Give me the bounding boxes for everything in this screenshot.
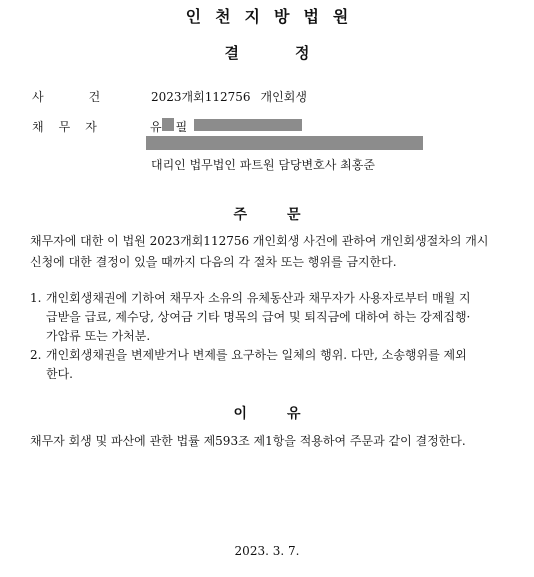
order-item-2-number: 2. bbox=[30, 348, 42, 362]
order-intro-line: 채무자에 대한 이 법원 2023개회112756 개인회생 사건에 관하여 개인회생절차의 개시 bbox=[30, 234, 489, 248]
order-item-line: 급받을 급료, 제수당, 상여금 기타 명목의 급여 및 퇴직금에 대하여 하는 강제집행· bbox=[46, 310, 471, 324]
order-title-right: 문 bbox=[287, 207, 301, 223]
debtor-name-first: 유 bbox=[150, 120, 162, 134]
case-label-char: 사 bbox=[32, 90, 44, 104]
decision-date: 2023. 3. 7. bbox=[234, 544, 300, 558]
redaction-block bbox=[194, 119, 302, 131]
case-name: 개인회생 bbox=[260, 90, 307, 104]
court-name: 인천지방법원 bbox=[185, 7, 363, 26]
order-intro-line: 신청에 대한 결정이 있을 때까지 다음의 각 절차 또는 행위를 금지한다. bbox=[30, 255, 397, 269]
document-type-title bbox=[0, 42, 534, 63]
reason-title-right: 유 bbox=[287, 406, 301, 422]
redaction-block bbox=[162, 118, 174, 131]
order-item-line: 개인회생채권에 기하여 채무자 소유의 유체동산과 채무자가 사용자로부터 매월 지 bbox=[46, 291, 471, 305]
case-label-char: 건 bbox=[88, 90, 101, 104]
case-label bbox=[32, 88, 100, 105]
redaction-block bbox=[146, 136, 423, 150]
document-type-right: 정 bbox=[295, 44, 310, 62]
debtor-name-last: 필 bbox=[175, 120, 188, 134]
order-item-1 bbox=[46, 289, 534, 346]
debtor-label-char: 무 bbox=[58, 120, 71, 134]
order-intro bbox=[30, 231, 534, 273]
order-title bbox=[0, 204, 534, 224]
debtor-label bbox=[32, 118, 97, 135]
reason-title bbox=[0, 403, 534, 423]
debtor-representative: 대리인 법무법인 파트원 담당변호사 최홍준 bbox=[151, 158, 375, 172]
reason-text: 채무자 회생 및 파산에 관한 법률 제593조 제1항을 적용하여 주문과 같이 결정한다. bbox=[30, 434, 466, 448]
case-value bbox=[151, 88, 307, 105]
order-item-2 bbox=[46, 346, 534, 384]
case-number: 2023개회112756 bbox=[151, 90, 251, 104]
order-item-line: 가압류 또는 가처분. bbox=[46, 329, 151, 343]
debtor-label-char: 자 bbox=[85, 120, 97, 134]
order-title-left: 주 bbox=[233, 207, 247, 223]
reason-title-left: 이 bbox=[233, 406, 247, 422]
debtor-label-char: 채 bbox=[32, 120, 44, 134]
order-item-line: 개인회생채권을 변제받거나 변제를 요구하는 일체의 행위. 다만, 소송행위를 제외 bbox=[46, 348, 467, 362]
order-item-line: 한다. bbox=[46, 367, 73, 381]
document-type-left: 결 bbox=[224, 44, 239, 62]
order-item-1-number: 1. bbox=[30, 291, 42, 305]
